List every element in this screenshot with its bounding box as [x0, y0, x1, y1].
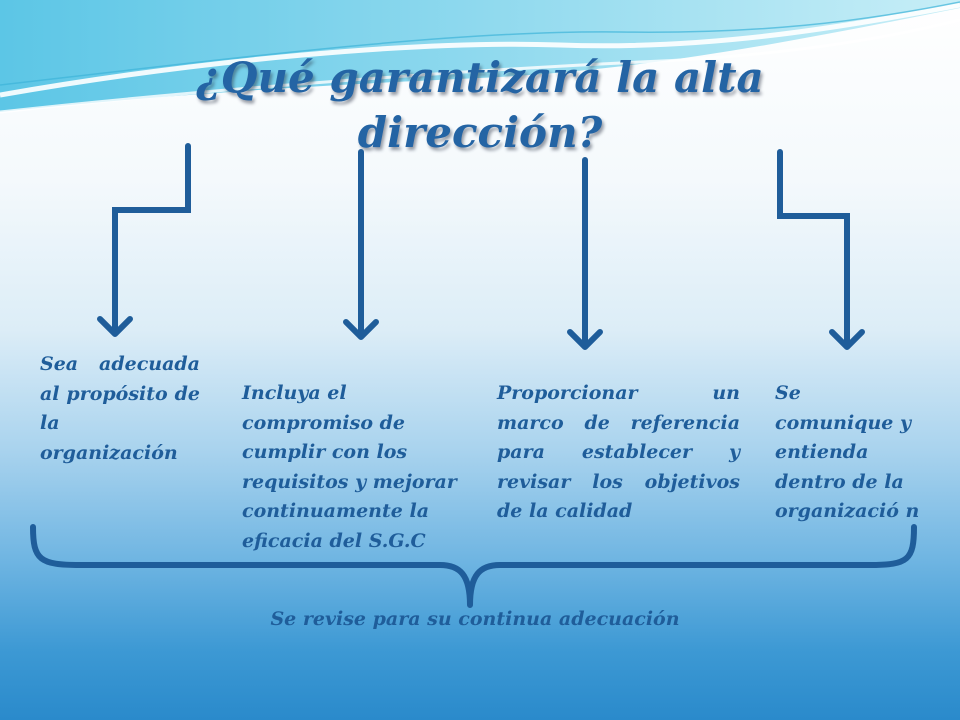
footer-review-text: Se revise para su continua adecuación [270, 608, 680, 630]
item-framework-text: Proporcionar un marco de referencia para establecer y revisar los objetivos de la calidad [497, 382, 740, 522]
slide-title: ¿Qué garantizará la alta dirección? [196, 53, 764, 157]
arrow-1 [100, 146, 188, 334]
item-communication-text: Se comunique y entienda dentro de la organizació n [775, 382, 920, 522]
item-purpose-text: Sea adecuada al propósito de la organización [40, 353, 200, 464]
arrow-4 [780, 152, 862, 347]
item-commitment-text: Incluya el compromiso de cumplir con los requisitos y mejorar continuamente la eficacia del S.G.C [242, 382, 457, 552]
arrow-2 [346, 152, 376, 337]
arrow-3 [570, 160, 600, 347]
